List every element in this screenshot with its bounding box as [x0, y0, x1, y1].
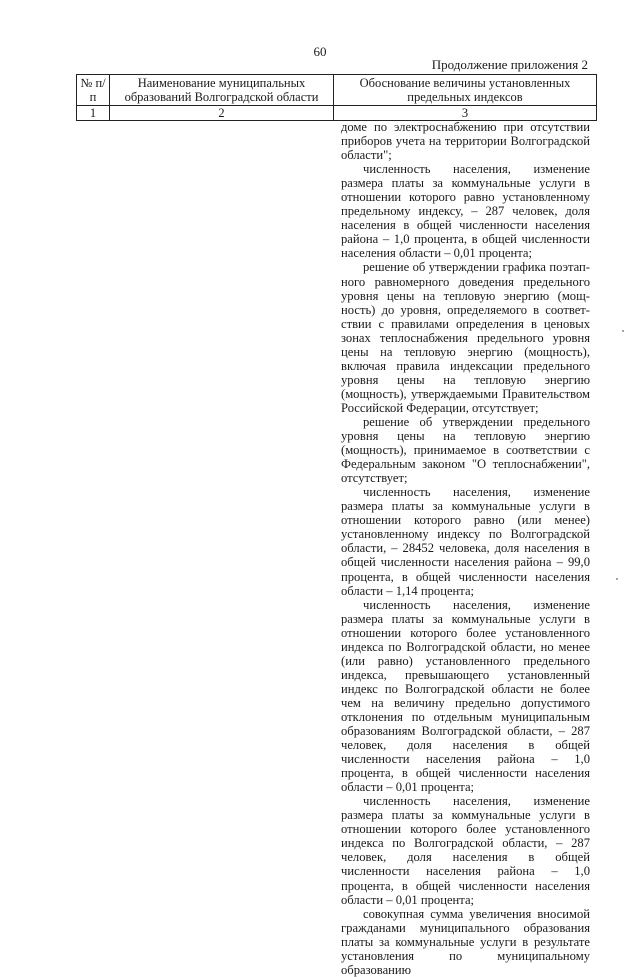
scan-speck — [616, 578, 618, 580]
scan-speck — [622, 330, 624, 332]
continuation-label: Продолжение приложения 2 — [431, 57, 588, 72]
paragraph: совокупная сумма увеличения вносимой гражданами муниципального образования платы за коммунальные услуги в результате установления по муниципальному образованию — [341, 906, 590, 977]
justification-text — [341, 120, 590, 977]
paragraph: решение об утверждении предельного уровня цены на тепловую энергию (мощность), принимаемое в соответствии с Федеральным законом "О теплоснабжении", отсутствует; — [341, 414, 590, 486]
paragraph: численность населения, изменение размера платы за коммунальные услуги в отношении которого равно (или менее) установленному индексу по Волгоградской области, – 28452 человека, доля населения в общей численности населения района – 99,0 процента, в общей численности населения области – 1,14 процента; — [341, 485, 590, 598]
header-justification: Обоснование величины установленных предельных индексов — [334, 75, 597, 106]
header-municipality-name: Наименование муниципальных образований Волгоградской области — [110, 75, 334, 106]
column-number-1: 1 — [77, 106, 110, 121]
paragraph: численность населения, изменение размера платы за коммунальные услуги в отношении которого более установленного индекса по Волгоградской области, – 287 человек, доля населения в общей численности населения района – 1,0 процента, в общей численности населения области – 0,01 процента; — [341, 794, 590, 907]
header-number: № п/п — [77, 75, 110, 106]
column-number-row — [77, 106, 597, 121]
page-number: 60 — [313, 44, 327, 59]
appendix-table — [76, 74, 597, 121]
paragraph: доме по электроснабжению при отсутствии приборов учета на территории Волгоградской области"; — [341, 120, 590, 163]
column-number-2: 2 — [110, 106, 334, 121]
column-number-3: 3 — [334, 106, 597, 121]
paragraph: численность населения, изменение размера платы за коммунальные услуги в отношении которого более установленного индекса по Волгоградской области, но менее (или равно) установленного предельного индекса, превышающего установленный индекс по Волгоградской области не более чем на величину предельно допустимого отклонения по отдельным муниципальным образованиям Волгоградской области, – 287 человек, доля населения в общей численности населения района – 1,0 процента, в общей численности населения области – 0,01 процента; — [341, 597, 590, 795]
paragraph: численность населения, изменение размера платы за коммунальные услуги в отношении которого равно установленному предельному индексу, – 287 человек, доля населения в общей численности населения района – 1,0 процента, в общей численности населения области – 0,01 процента; — [341, 162, 590, 261]
paragraph: решение об утверждении графика поэтапного равномерного доведения предельного уровня цены на тепловую энергию (мощность) до уровня, определяемого в соответствии с правилами определения в ценовых зонах теплоснабжения предельного уровня цены на тепловую энергию (мощность), включая правила индексации предельного уровня цены на тепловую энергию (мощность), утверждаемыми Правительством Российской Федерации, отсутствует; — [341, 260, 590, 415]
table-header-row — [77, 75, 597, 106]
